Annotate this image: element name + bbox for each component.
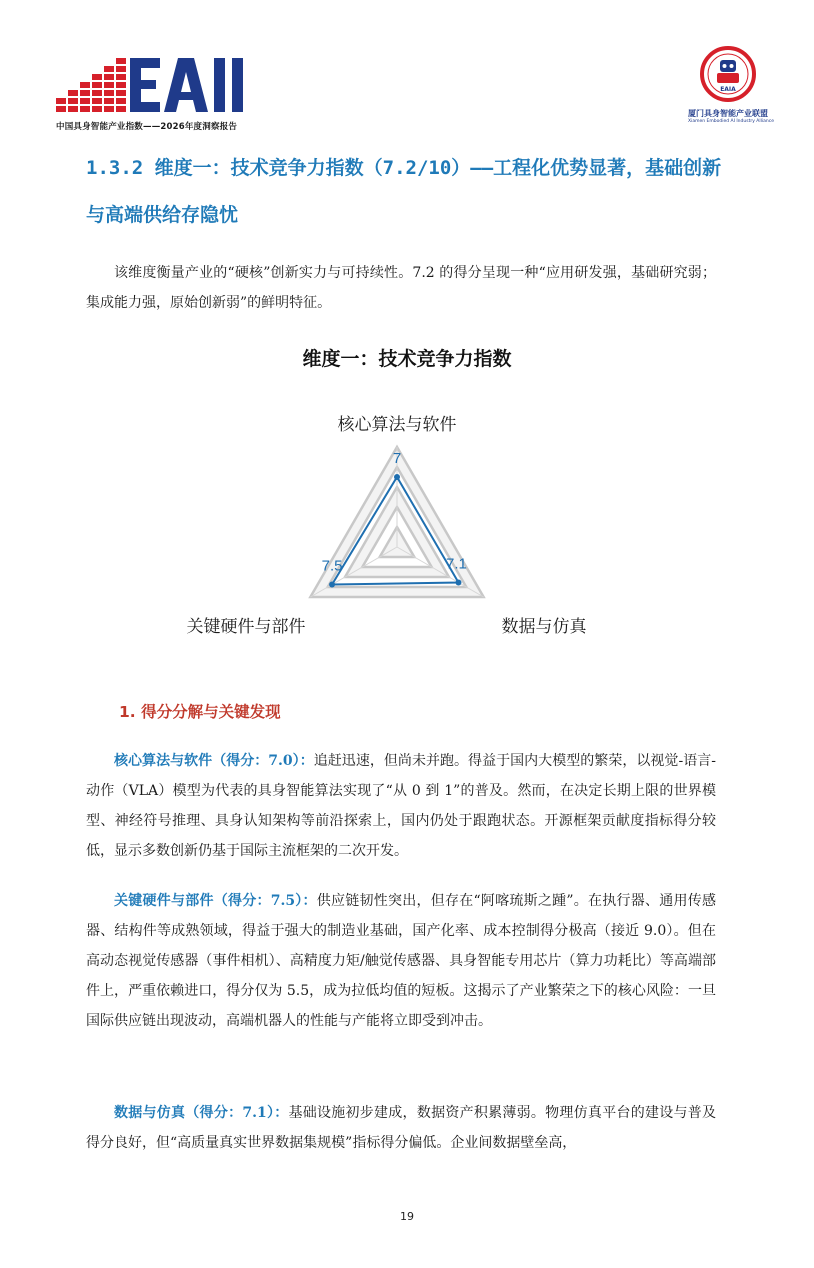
eaia-emblem (700, 46, 756, 102)
intro-paragraph: 该维度衡量产业的“硬核”创新实力与可持续性。7.2 的得分呈现一种“应用研发强，基础研究弱；集成能力强，原始创新弱”的鲜明特征。 (86, 265, 716, 311)
radar-data-point (329, 582, 335, 588)
radar-chart (160, 400, 660, 650)
radar-axis-label: 数据与仿真 (501, 617, 587, 637)
page-number: 19 (400, 1210, 414, 1223)
finding-text: 基础设施初步建成，数据资产积累薄弱。物理仿真平台的建设与普及得分良好，但“高质量真实世界数据集规模”指标得分偏低。企业间数据壁垒高， (86, 1105, 717, 1151)
finding-text: 追赶迅速，但尚未并跑。得益于国内大模型的繁荣，以视觉-语言-动作（VLA）模型为代表的具身智能算法实现了“从 0 到 1”的普及。然而，在决定长期上限的世界模型、神经符号推理、具身认知架构等前沿探索上，国内仍处于跟跑状态。开源框架贡献度指标得分较低，显示多数创新仍基于国际主流框架的二次开发。 (86, 753, 716, 859)
report-caption: 中国具身智能产业指数——2026年度洞察报告 (56, 122, 238, 132)
radar-value-label: 7.1 (446, 555, 467, 573)
svg-text:EAIA: EAIA (720, 86, 736, 93)
finding-algorithms (86, 746, 716, 866)
radar-value-label: 7.5 (321, 557, 343, 575)
radar-data-point (394, 474, 400, 480)
radar-axis-label: 关键硬件与部件 (186, 617, 306, 637)
finding-label: 关键硬件与部件（得分：7.5）： (114, 893, 317, 909)
chart-title: 维度一：技术竞争力指数 (302, 348, 512, 370)
finding-text: 供应链韧性突出，但存在“阿喀琉斯之踵”。在执行器、通用传感器、结构件等成熟领域，得益于强大的制造业基础，国产化率、成本控制得分极高（接近 9.0）。但在高动态视觉传感器（事件相机）、高精度力矩/触觉传感器、具身智能专用芯片（算力功耗比）等高端部件上，严重依赖进口，得分仅为 5.5，成为拉低均值的短板。这揭示了产业繁荣之下的核心风险：一旦国际供应链出现波动，高端机器人的性能与产能将立即受到冲击。 (86, 893, 716, 1029)
eaia-logo (688, 46, 774, 130)
radar-data-point (455, 580, 461, 586)
eaii-logo-graphic (56, 52, 266, 118)
alliance-name-cn: 厦门具身智能产业联盟 (688, 109, 768, 118)
alliance-name-en: Xiamen Embodied AI Industry Alliance (688, 119, 774, 124)
section-title: 1.3.2 维度一：技术竞争力指数（7.2/10）——工程化优势显著，基础创新与高端供给存隐忧 (86, 157, 722, 226)
finding-data-sim (86, 1098, 716, 1158)
radar-axis-label: 核心算法与软件 (337, 415, 457, 435)
finding-label: 数据与仿真（得分：7.1）： (114, 1105, 289, 1121)
finding-hardware (86, 886, 716, 1036)
radar-value-label: 7 (392, 450, 402, 467)
findings-heading: 1. 得分分解与关键发现 (119, 703, 281, 721)
finding-label: 核心算法与软件（得分：7.0）： (114, 753, 314, 769)
